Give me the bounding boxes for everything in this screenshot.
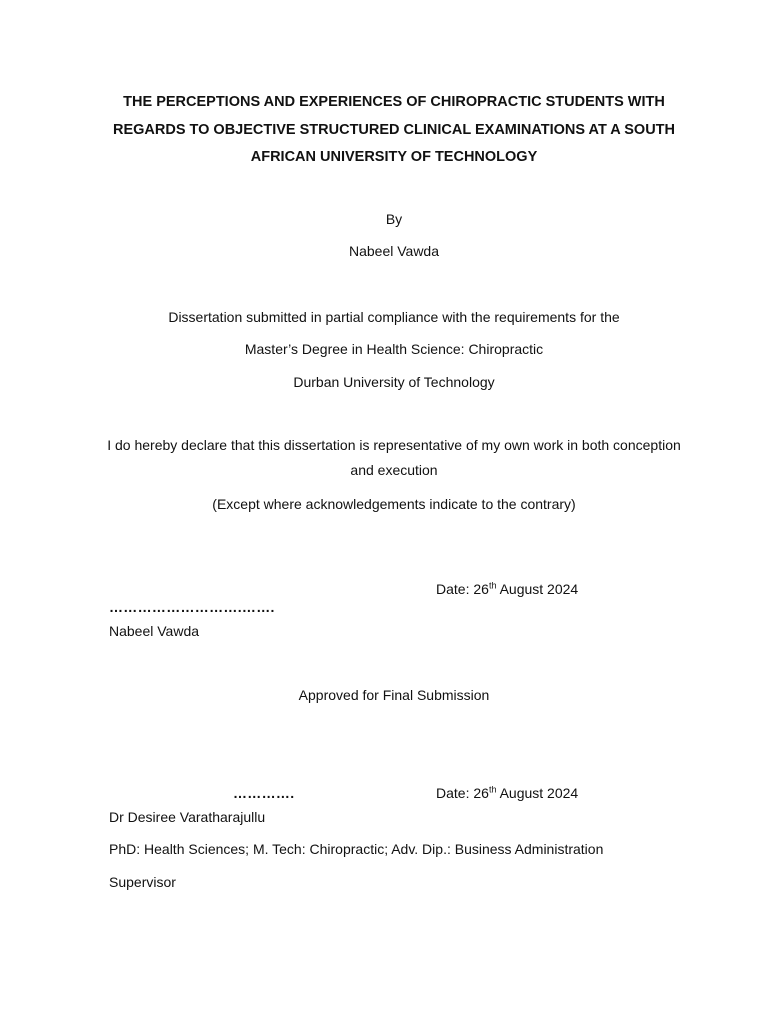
supervisor-signature-line: ………….: [233, 785, 295, 801]
by-label: By: [385, 211, 403, 227]
supervisor-qualifications: PhD: Health Sciences; M. Tech: Chiropractic; Adv. Dip.: Business Administration: [109, 841, 604, 857]
supervisor-date: [436, 783, 578, 803]
supervisor-date-sup: th: [488, 784, 497, 795]
submission-line-3: Durban University of Technology: [293, 374, 495, 390]
submission-line-1: Dissertation submitted in partial compliance with the requirements for the: [168, 309, 620, 325]
student-signature-line: ……………………….…….: [109, 599, 275, 615]
author-name: Nabeel Vawda: [348, 243, 440, 259]
supervisor-date-prefix: Date: 26: [436, 785, 489, 801]
supervisor-date-suffix: August 2024: [496, 785, 579, 801]
supervisor-role: Supervisor: [109, 874, 176, 890]
declaration-exception: (Except where acknowledgements indicate to the contrary): [212, 496, 576, 512]
student-date-sup: th: [488, 580, 497, 591]
student-name: Nabeel Vawda: [109, 623, 200, 639]
submission-line-2: Master’s Degree in Health Science: Chiropractic: [244, 341, 544, 357]
student-date-suffix: August 2024: [496, 581, 579, 597]
supervisor-name: Dr Desiree Varatharajullu: [109, 809, 266, 825]
student-date-prefix: Date: 26: [436, 581, 489, 597]
declaration-text: I do hereby declare that this dissertation is representative of my own work in both conception and execution: [107, 437, 681, 478]
student-date: [436, 579, 578, 599]
dissertation-title: THE PERCEPTIONS AND EXPERIENCES OF CHIROPRACTIC STUDENTS WITH REGARDS TO OBJECTIVE STRUCTURED CLINICAL EXAMINATIONS AT A SOUTH AFRICAN UNIVERSITY OF TECHNOLOGY: [112, 94, 676, 165]
approval-label: Approved for Final Submission: [298, 687, 490, 703]
